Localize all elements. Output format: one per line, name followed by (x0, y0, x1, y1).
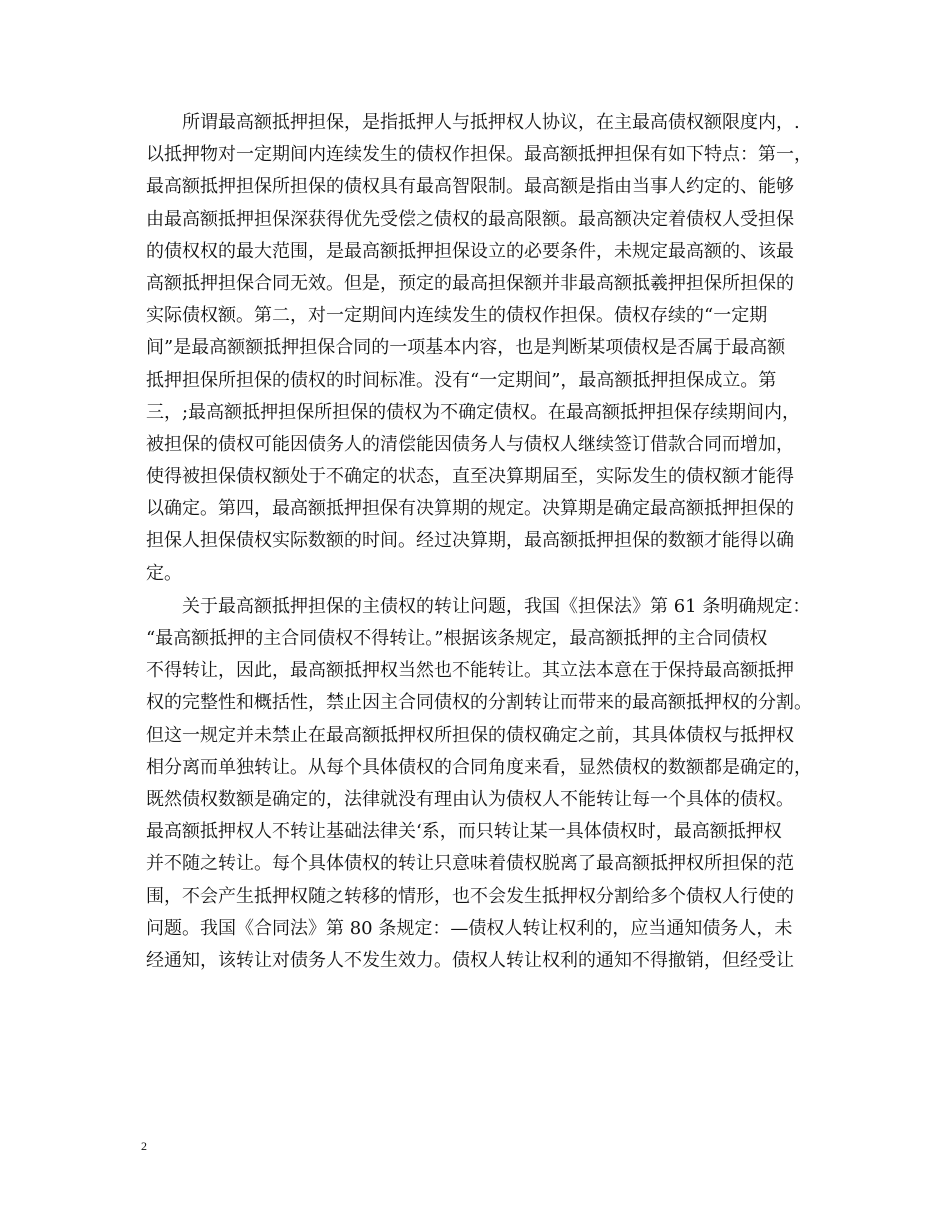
paragraph-1 (146, 107, 812, 590)
text-line: 实际债权额。第二，对一定期间内连续发生的债权作担保。债权存续的“一定期 (146, 305, 768, 327)
text-line: 相分离而单独转让。从每个具体债权的合同角度来看，显然债权的数额都是确定的， (146, 756, 812, 778)
text-line: 权的完整性和概括性，禁止因主合同债权的分割转让而带来的最高额抵押权的分割。 (146, 692, 812, 714)
text-line: 定。 (146, 562, 182, 584)
text-line: 关于最高额抵押担保的主债权的转让问题，我国《担保法》第 61 条明确规定： (182, 595, 811, 617)
text-line: 由最高额抵押担保深获得优先受偿之债权的最高限额。最高额决定着债权人受担保 (146, 208, 794, 230)
text-line: 最高额抵押担保所担保的债权具有最高智限制。最高额是指由当事人约定的、能够 (146, 176, 794, 198)
text-line: 经通知，该转让对债务人不发生效力。债权人转让权利的通知不得撤销，但经受让 (146, 949, 794, 971)
text-line: 以抵押物对一定期间内连续发生的债权作担保。最高额抵押担保有如下特点：第一， (146, 144, 812, 166)
text-line: 既然债权数额是确定的，法律就没有理由认为债权人不能转让每一个具体的债权。 (146, 788, 794, 810)
text-line: 的债权权的最大范围，是最高额抵押担保设立的必要条件，未规定最高额的、该最 (146, 240, 794, 262)
text-line: 并不随之转让。每个具体债权的转让只意味着债权脱离了最高额抵押权所担保的范 (146, 853, 794, 875)
text-line: 所谓最高额抵押担保，是指抵押人与抵押权人协议，在主最高债权额限度内，. (182, 112, 800, 133)
body-text (146, 107, 812, 977)
text-line: 间”是最高额额抵押担保合同的一项基本内容，也是判断某项债权是否属于最高额 (146, 337, 786, 359)
text-line: 以确定。第四，最高额抵押担保有决算期的规定。决算期是确定最高额抵押担保的 (146, 498, 794, 520)
text-line: 最高额抵押权人不转让基础法律关‘系，而只转让某一具体债权时，最高额抵押权 (146, 821, 782, 843)
text-line: 使得被担保债权额处于不确定的状态，直至决算期届至，实际发生的债权额才能得 (146, 466, 794, 488)
text-line: 但这一规定并未禁止在最高额抵押权所担保的债权确定之前，其具体债权与抵押权 (146, 724, 794, 746)
text-line: 问题。我国《合同法》第 80 条规定：—债权人转让权利的，应当通知债务人，未 (146, 917, 793, 939)
text-line: “最高额抵押的主合同债权不得转让。”根据该条规定，最高额抵押的主合同债权 (146, 628, 768, 649)
text-line: 担保人担保债权实际数额的时间。经过决算期，最高额抵押担保的数额才能得以确 (146, 530, 794, 552)
text-line: 围，不会产生抵押权随之转移的情形，也不会发生抵押权分割给多个债权人行使的 (146, 885, 794, 907)
paragraph-2 (146, 591, 812, 977)
text-line: 不得转让，因此，最高额抵押权当然也不能转让。其立法本意在于保持最高额抵押 (146, 660, 794, 682)
text-line: 被担保的债权可能因债务人的清偿能因债务人与债权人继续签订借款合同而增加， (146, 433, 794, 455)
page-number: 2 (141, 1139, 147, 1153)
text-line: 三，;最高额抵押担保所担保的债权为不确定债权。在最高额抵押担保存续期间内， (146, 401, 801, 423)
text-line: 高额抵押担保合同无效。但是，预定的最高担保额并非最高额抵羲押担保所担保的 (146, 272, 794, 294)
text-line: 抵押担保所担保的债权的时间标准。没有“一定期间”，最高额抵押担保成立。第 (146, 369, 777, 391)
